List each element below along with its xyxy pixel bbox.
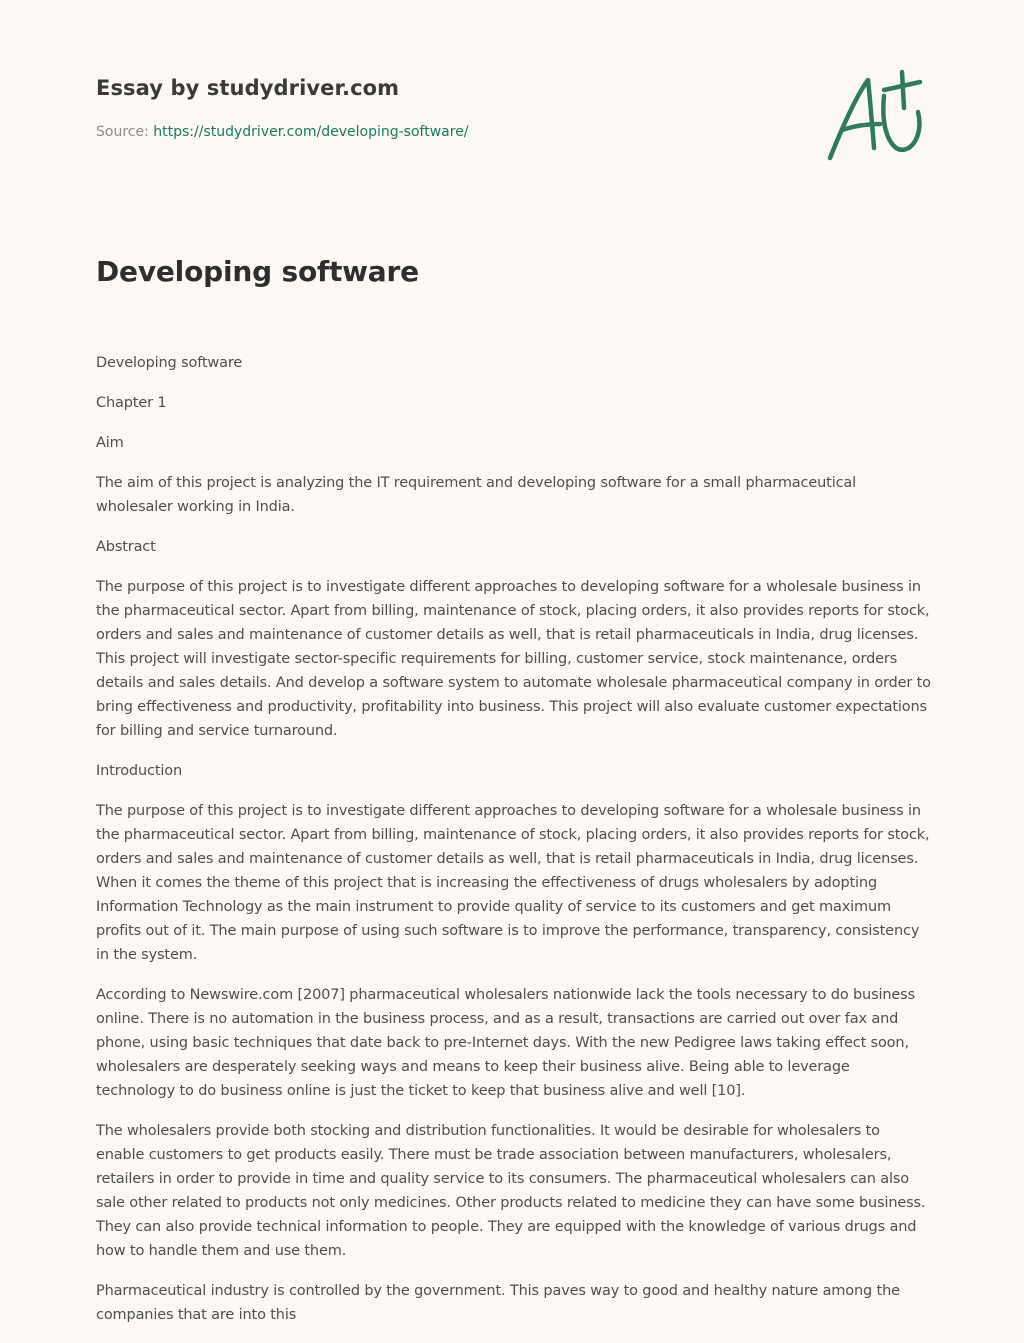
paragraph: Pharmaceutical industry is controlled by the government. This paves way to good and healthy nature among the companies that are into this [96,1283,900,1323]
paragraph: Developing software [96,355,243,371]
paragraph: According to Newswire.com [2007] pharmaceutical wholesalers nationwide lack the tools necessary to do business online. There is no automation in the business process, and as a result, transactions are carried out over fax and phone, using basic techniques that date back to pre-Internet days. With the new Pedigree laws taking effect soon, wholesalers are desperately seeking ways and means to keep their business alive. Being able to leverage technology to do business online is just the ticket to keep that business alive and well [10]. [96,987,915,1099]
paragraph: The wholesalers provide both stocking and distribution functionalities. It would be desirable for wholesalers to enable customers to get products easily. There must be trade association between manufacturers, wholesalers, retailers in order to provide in time and quality service to its consumers. The pharmaceutical wholesalers can also sale other related to products not only medicines. Other products related to medicine they can have some business. They can also provide technical information to people. They are equipped with the knowledge of various drugs and how to handle them and use them. [96,1123,926,1259]
paragraph: Abstract [96,539,156,555]
essay-body [96,351,932,1343]
paragraph: Introduction [96,763,183,779]
source-line [96,124,469,140]
paragraph: The aim of this project is analyzing the IT requirement and developing software for a small pharmaceutical wholesaler working in India. [96,475,857,515]
source-link[interactable]: https://studydriver.com/developing-software/ [153,124,469,140]
paragraph: Aim [96,435,124,451]
source-label: Source: [96,124,154,140]
paragraph: The purpose of this project is to investigate different approaches to developing software for a wholesale business in the pharmaceutical sector. Apart from billing, maintenance of stock, placing orders, it also provides reports for stock, orders and sales and maintenance of customer details as well, that is retail pharmaceuticals in India, drug licenses. When it comes the theme of this project that is increasing the effectiveness of drugs wholesalers by adopting Information Technology as the main instrument to provide quality of service to its customers and get maximum profits out of it. The main purpose of using such software is to improve the performance, transparency, consistency in the system. [96,803,930,963]
site-title: Essay by studydriver.com [96,76,400,100]
a-plus-logo-icon [824,68,928,164]
paragraph: Chapter 1 [96,395,167,411]
paragraph: The purpose of this project is to investigate different approaches to developing software for a wholesale business in the pharmaceutical sector. Apart from billing, maintenance of stock, placing orders, it also provides reports for stock, orders and sales and maintenance of customer details as well, that is retail pharmaceuticals in India, drug licenses. This project will investigate sector-specific requirements for billing, customer service, stock maintenance, orders details and sales details. And develop a software system to automate wholesale pharmaceutical company in order to bring effectiveness and productivity, profitability into business. This project will also evaluate customer expectations for billing and service turnaround. [96,579,931,739]
essay-title: Developing software [96,255,419,288]
